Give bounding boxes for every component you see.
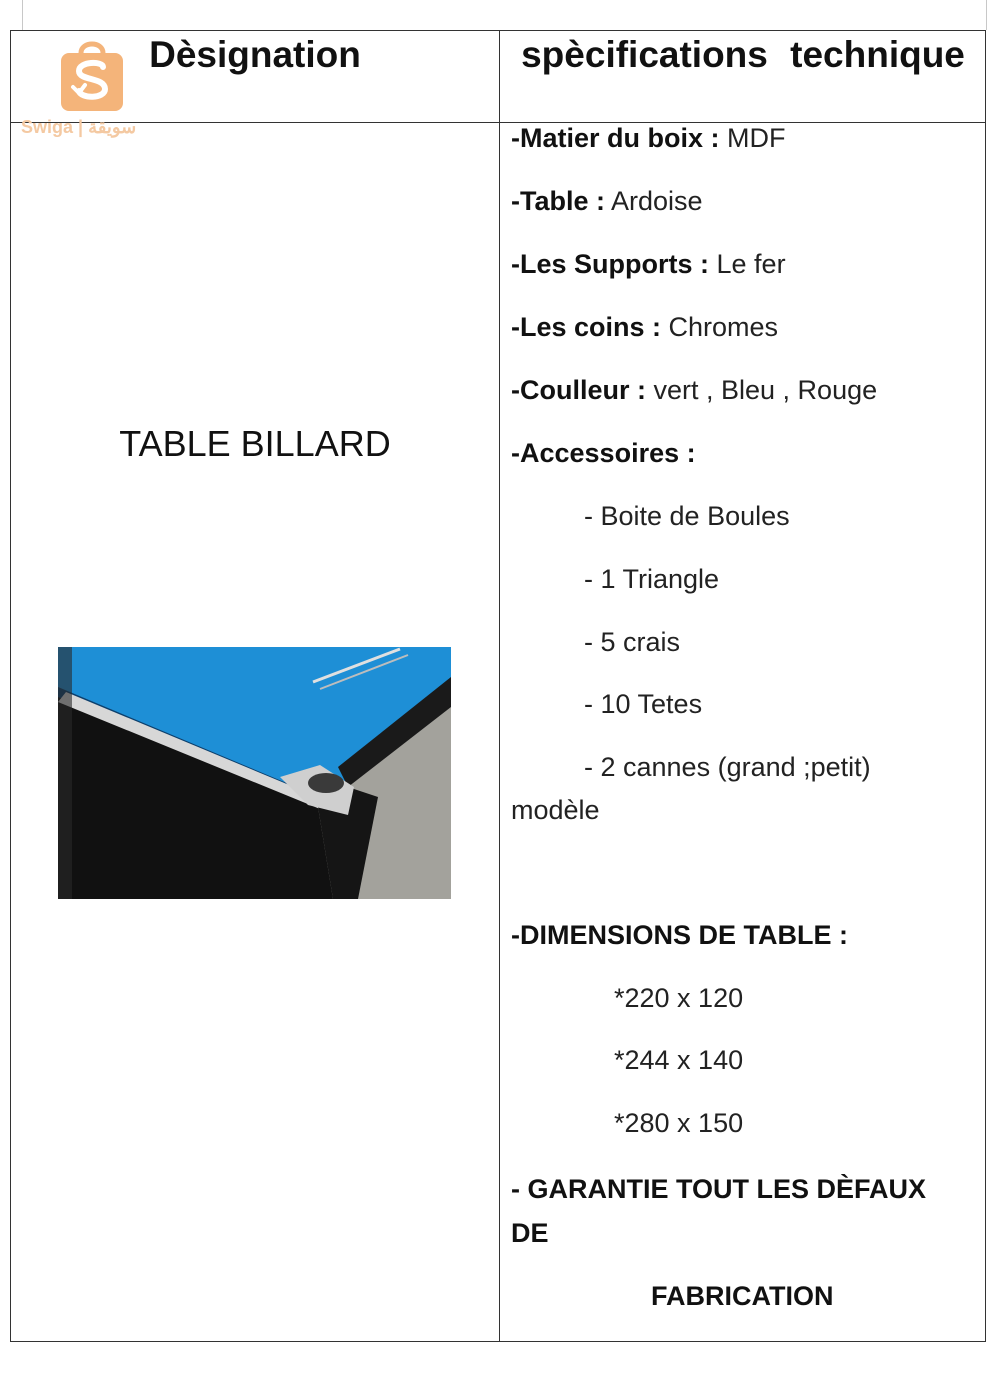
- accessory-item: - 2 cannes (grand ;petit): [584, 752, 871, 782]
- dimension-item: *244 x 140: [614, 1045, 744, 1075]
- shopping-bag-icon: [57, 37, 127, 113]
- spec-corners: -Les coins : Chromes: [511, 312, 779, 342]
- designation-heading: Dèsignation: [149, 34, 361, 75]
- accessory-item: - Boite de Boules: [584, 501, 790, 531]
- guarantee-line-2: DE: [511, 1218, 549, 1248]
- accessory-item: - 1 Triangle: [584, 564, 720, 594]
- guarantee-line-1: - GARANTIE TOUT LES DÈFAUX: [511, 1174, 927, 1204]
- accessory-item: - 5 crais: [584, 627, 681, 657]
- dimension-item: *220 x 120: [614, 983, 744, 1013]
- spec-table-surface: -Table : Ardoise: [511, 186, 703, 216]
- logo-wordmark: Swiga | سويقة: [21, 117, 137, 137]
- dimensions-heading: -DIMENSIONS DE TABLE :: [511, 920, 848, 950]
- specifications-heading: spècifications technique: [521, 34, 965, 75]
- spec-accessories: -Accessoires :: [511, 438, 696, 468]
- spec-colour: -Coulleur : vert , Bleu , Rouge: [511, 375, 878, 405]
- swiga-logo: [17, 29, 167, 141]
- spec-supports: -Les Supports : Le fer: [511, 249, 786, 279]
- header-cell-specifications: [499, 31, 987, 122]
- dimension-item: *280 x 150: [614, 1108, 744, 1138]
- guarantee-line-3: FABRICATION: [651, 1281, 834, 1311]
- column-divider: [499, 31, 500, 1341]
- accessory-item: - 10 Tetes: [584, 689, 703, 719]
- spec-table: [10, 30, 986, 1342]
- billiard-table-photo: [58, 647, 451, 899]
- page-edge: [22, 0, 987, 30]
- accessory-item-continued: modèle: [511, 795, 600, 825]
- spec-wood-material: -Matier du boix : MDF: [511, 123, 786, 153]
- product-name: TABLE BILLARD: [119, 423, 391, 464]
